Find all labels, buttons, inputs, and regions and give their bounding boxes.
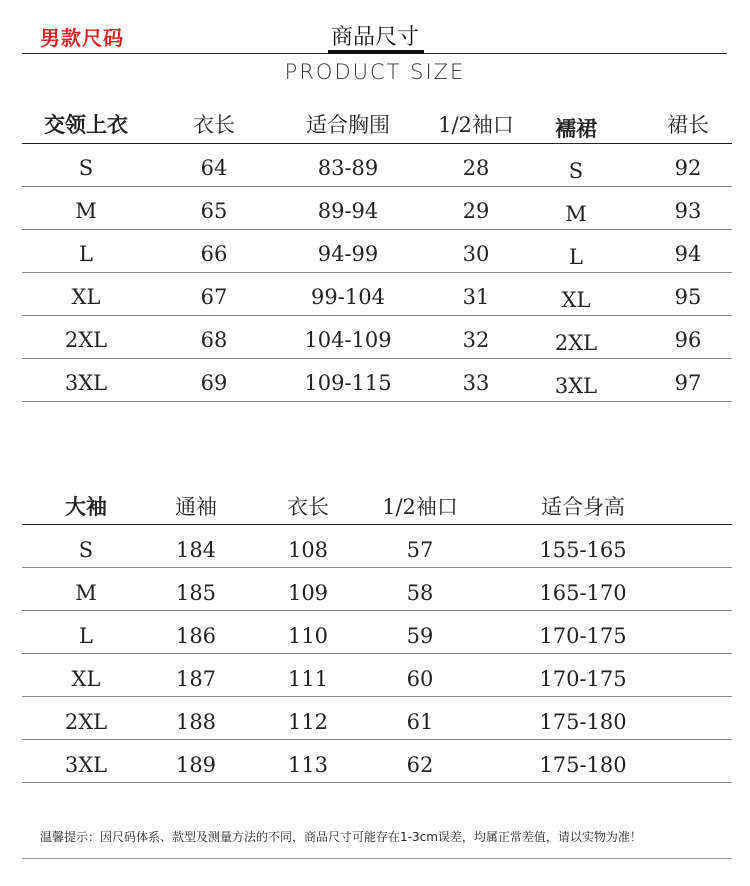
table-cell: 2XL — [554, 331, 598, 355]
table-cell: 65 — [200, 199, 228, 223]
row-divider — [22, 782, 732, 783]
column-header: 适合身高 — [541, 495, 625, 519]
table-cell: L — [79, 242, 93, 266]
table-cell: 155-165 — [539, 538, 627, 562]
table-cell: 96 — [674, 328, 702, 352]
table-cell: 62 — [406, 753, 434, 777]
table-cell: 83-89 — [317, 156, 379, 180]
table-cell: 94 — [674, 242, 702, 266]
table-cell: 97 — [674, 371, 702, 395]
table-cell: 186 — [175, 624, 217, 648]
table-cell: 93 — [674, 199, 702, 223]
table-cell: 89-94 — [317, 199, 379, 223]
table-cell: 189 — [175, 753, 217, 777]
row-divider — [22, 401, 732, 402]
table-cell: M — [75, 199, 97, 223]
table-cell: 3XL — [64, 753, 108, 777]
title-underline — [328, 50, 424, 54]
table-cell: 2XL — [64, 328, 108, 352]
column-header: 交领上衣 — [44, 112, 128, 137]
column-header: 适合胸围 — [306, 113, 390, 137]
table-cell: 185 — [175, 581, 217, 605]
table-cell: 95 — [674, 285, 702, 309]
column-header: 裙长 — [667, 113, 709, 137]
column-header: 1/2袖口 — [438, 113, 514, 137]
column-header: 大袖 — [65, 494, 107, 519]
table-cell: S — [78, 156, 94, 180]
table-cell: XL — [561, 288, 591, 312]
table-cell: 165-170 — [539, 581, 627, 605]
row-divider — [22, 272, 732, 273]
row-divider — [22, 358, 732, 359]
table-cell: 32 — [462, 328, 490, 352]
column-header: 1/2袖口 — [382, 495, 458, 519]
table-cell: 104-109 — [304, 328, 392, 352]
table-cell: 184 — [175, 538, 217, 562]
row-divider — [22, 143, 732, 144]
table-cell: 57 — [406, 538, 434, 562]
table-cell: 175-180 — [539, 710, 627, 734]
table-cell: 3XL — [554, 374, 598, 398]
table-cell: 60 — [406, 667, 434, 691]
column-header: 襦裙 — [555, 116, 597, 141]
table-cell: 170-175 — [539, 624, 627, 648]
table-cell: 69 — [200, 371, 228, 395]
table-cell: 58 — [406, 581, 434, 605]
row-divider — [22, 315, 732, 316]
row-divider — [22, 653, 732, 654]
row-divider — [22, 524, 732, 525]
table-cell: 187 — [175, 667, 217, 691]
table-cell: 113 — [287, 753, 329, 777]
table-cell: M — [75, 581, 97, 605]
table-cell: 110 — [287, 624, 329, 648]
table-cell: 29 — [462, 199, 490, 223]
table-cell: 108 — [287, 538, 329, 562]
table-cell: 68 — [200, 328, 228, 352]
row-divider — [22, 229, 732, 230]
row-divider — [22, 696, 732, 697]
table-cell: 94-99 — [317, 242, 379, 266]
table-cell: 67 — [200, 285, 228, 309]
table-cell: 28 — [462, 156, 490, 180]
table-cell: 31 — [462, 285, 490, 309]
table-cell: S — [568, 159, 584, 183]
table-cell: 64 — [200, 156, 228, 180]
size-note: 温馨提示：因尺码体系、款型及测量方法的不同，商品尺寸可能存在1-3cm误差，均属正常差值，请以实物为准！ — [40, 830, 642, 844]
row-divider — [22, 739, 732, 740]
table-cell: 30 — [462, 242, 490, 266]
table-cell: XL — [71, 667, 101, 691]
table-cell: 2XL — [64, 710, 108, 734]
table-cell: L — [569, 245, 583, 269]
column-header: 衣长 — [287, 495, 329, 519]
table-cell: 61 — [406, 710, 434, 734]
page-subtitle: PRODUCT SIZE — [284, 60, 466, 84]
table-cell: 175-180 — [539, 753, 627, 777]
page-title: 商品尺寸 — [330, 25, 419, 50]
footer-divider — [22, 858, 732, 859]
table-cell: 99-104 — [311, 285, 385, 309]
row-divider — [22, 610, 732, 611]
table-cell: 111 — [287, 667, 329, 691]
table-cell: XL — [71, 285, 101, 309]
table-cell: 188 — [175, 710, 217, 734]
table-cell: L — [79, 624, 93, 648]
table-cell: 33 — [462, 371, 490, 395]
column-header: 衣长 — [193, 113, 235, 137]
row-divider — [22, 186, 732, 187]
table-cell: 92 — [674, 156, 702, 180]
table-cell: 112 — [287, 710, 329, 734]
table-cell: M — [565, 202, 587, 226]
table-cell: 3XL — [64, 371, 108, 395]
table-cell: S — [78, 538, 94, 562]
column-header: 通袖 — [175, 495, 217, 519]
table-cell: 109 — [287, 581, 329, 605]
gender-size-label: 男款尺码 — [40, 26, 124, 50]
table-cell: 170-175 — [539, 667, 627, 691]
row-divider — [22, 567, 732, 568]
table-cell: 109-115 — [304, 371, 392, 395]
table-cell: 59 — [406, 624, 434, 648]
table-cell: 66 — [200, 242, 228, 266]
